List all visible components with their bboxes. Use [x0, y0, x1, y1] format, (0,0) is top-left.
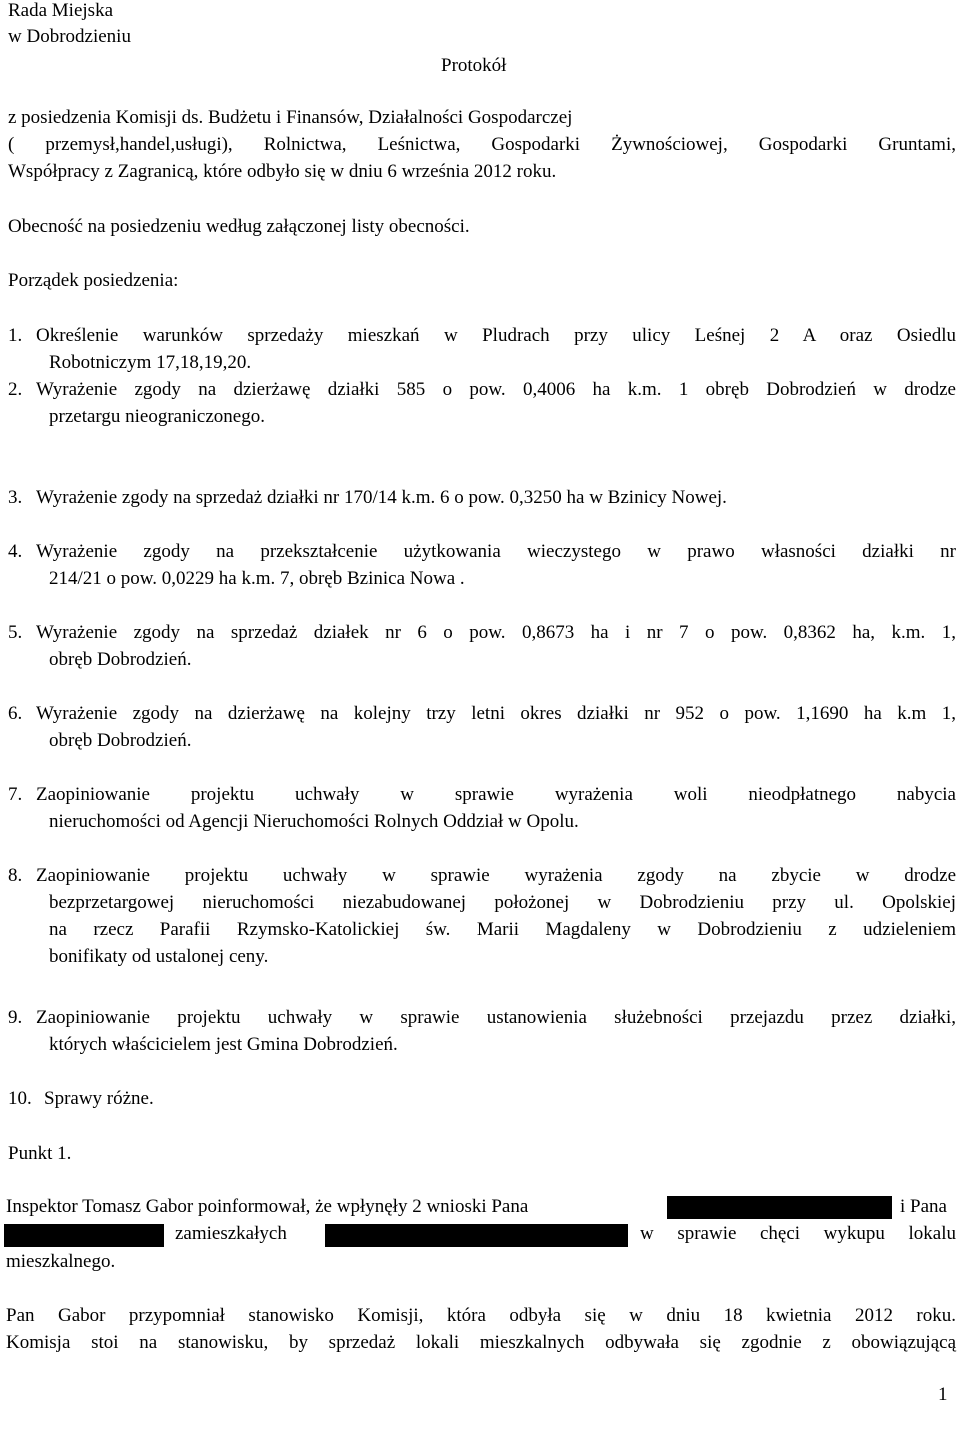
agenda-item-text-line: Sprawy różne. [44, 1088, 154, 1109]
agenda-item-text-line: Zaopiniowanie projektu uchwały w sprawie wyrażenia zgody na zbycie w drodze [36, 865, 956, 886]
agenda-item-number: 10. [8, 1088, 32, 1109]
punkt1-text-part3: zamieszkałych [175, 1223, 287, 1244]
redaction-block [325, 1224, 628, 1247]
agenda-item-number: 4. [8, 541, 23, 562]
page-number: 1 [938, 1384, 948, 1405]
agenda-item-number: 6. [8, 703, 23, 724]
document-title: Protokół [441, 55, 507, 76]
agenda-item-text-line: Wyrażenie zgody na sprzedaż działek nr 6 o pow. 0,8673 ha i nr 7 o pow. 0,8362 ha, k.m. 1, [36, 622, 956, 643]
punkt1-paragraph2-line2: Komisja stoi na stanowisku, by sprzedaż lokali mieszkalnych odbywała się zgodnie z obowiązującą [6, 1332, 956, 1353]
redaction-block [667, 1196, 892, 1219]
agenda-item-text-line: 214/21 o pow. 0,0229 ha k.m. 7, obręb Bzinica Nowa . [49, 568, 465, 589]
agenda-item-number: 3. [8, 487, 23, 508]
agenda-item-text-line: Wyrażenie zgody na dzierżawę na kolejny trzy letni okres działki nr 952 o pow. 1,1690 ha k.m 1, [36, 703, 956, 724]
agenda-item-text-line: bezprzetargowej nieruchomości niezabudowanej położonej w Dobrodzieniu przy ul. Opolskiej [49, 892, 956, 913]
agenda-item-text-line: Wyrażenie zgody na przekształcenie użytkowania wieczystego w prawo własności działki nr [36, 541, 956, 562]
punkt1-text-part5: mieszkalnego. [6, 1251, 116, 1272]
agenda-item-text-line: których właścicielem jest Gmina Dobrodzień. [49, 1034, 398, 1055]
agenda-item-text-line: Robotniczym 17,18,19,20. [49, 352, 252, 373]
agenda-item-number: 5. [8, 622, 23, 643]
agenda-item-number: 8. [8, 865, 23, 886]
agenda-title: Porządek posiedzenia: [8, 270, 179, 291]
agenda-item-text-line: Określenie warunków sprzedaży mieszkań w Pludrach przy ulicy Leśnej 2 A oraz Osiedlu [36, 325, 956, 346]
punkt1-text-part4: w sprawie chęci wykupu lokalu [640, 1223, 956, 1244]
punkt1-text-part2: i Pana [900, 1196, 947, 1217]
agenda-item-number: 7. [8, 784, 23, 805]
intro-line-2: ( przemysł,handel,usługi), Rolnictwa, Leśnictwa, Gospodarki Żywnościowej, Gospodarki Gruntami, [8, 134, 956, 155]
attendance-note: Obecność na posiedzeniu według załączonej listy obecności. [8, 216, 470, 237]
agenda-item-text-line: Wyrażenie zgody na dzierżawę działki 585 o pow. 0,4006 ha k.m. 1 obręb Dobrodzień w drodze [36, 379, 956, 400]
agenda-item-text-line: Wyrażenie zgody na sprzedaż działki nr 170/14 k.m. 6 o pow. 0,3250 ha w Bzinicy Nowej. [36, 487, 727, 508]
agenda-item-number: 1. [8, 325, 23, 346]
section-heading-punkt-1: Punkt 1. [8, 1143, 72, 1164]
council-location: w Dobrodzieniu [8, 26, 131, 47]
council-name: Rada Miejska [8, 0, 114, 21]
agenda-item-text-line: obręb Dobrodzień. [49, 649, 192, 670]
agenda-item-text-line: Zaopiniowanie projektu uchwały w sprawie ustanowienia służebności przejazdu przez działki, [36, 1007, 956, 1028]
agenda-item-number: 2. [8, 379, 23, 400]
redaction-block [4, 1224, 164, 1247]
agenda-item-text-line: obręb Dobrodzień. [49, 730, 192, 751]
agenda-item-text-line: Zaopiniowanie projektu uchwały w sprawie wyrażenia woli nieodpłatnego nabycia [36, 784, 956, 805]
agenda-item-text-line: na rzecz Parafii Rzymsko-Katolickiej św. Marii Magdaleny w Dobrodzieniu z udzieleniem [49, 919, 956, 940]
intro-line-3: Współpracy z Zagranicą, które odbyło się w dniu 6 września 2012 roku. [8, 161, 557, 182]
agenda-item-text-line: nieruchomości od Agencji Nieruchomości Rolnych Oddział w Opolu. [49, 811, 579, 832]
agenda-item-text-line: bonifikaty od ustalonej ceny. [49, 946, 269, 967]
intro-line-1: z posiedzenia Komisji ds. Budżetu i Finansów, Działalności Gospodarczej [8, 107, 573, 128]
agenda-item-text-line: przetargu nieograniczonego. [49, 406, 265, 427]
agenda-item-number: 9. [8, 1007, 23, 1028]
punkt1-paragraph2-line1: Pan Gabor przypomniał stanowisko Komisji, która odbyła się w dniu 18 kwietnia 2012 roku. [6, 1305, 956, 1326]
punkt1-text-part1: Inspektor Tomasz Gabor poinformował, że wpłynęły 2 wnioski Pana [6, 1196, 529, 1217]
